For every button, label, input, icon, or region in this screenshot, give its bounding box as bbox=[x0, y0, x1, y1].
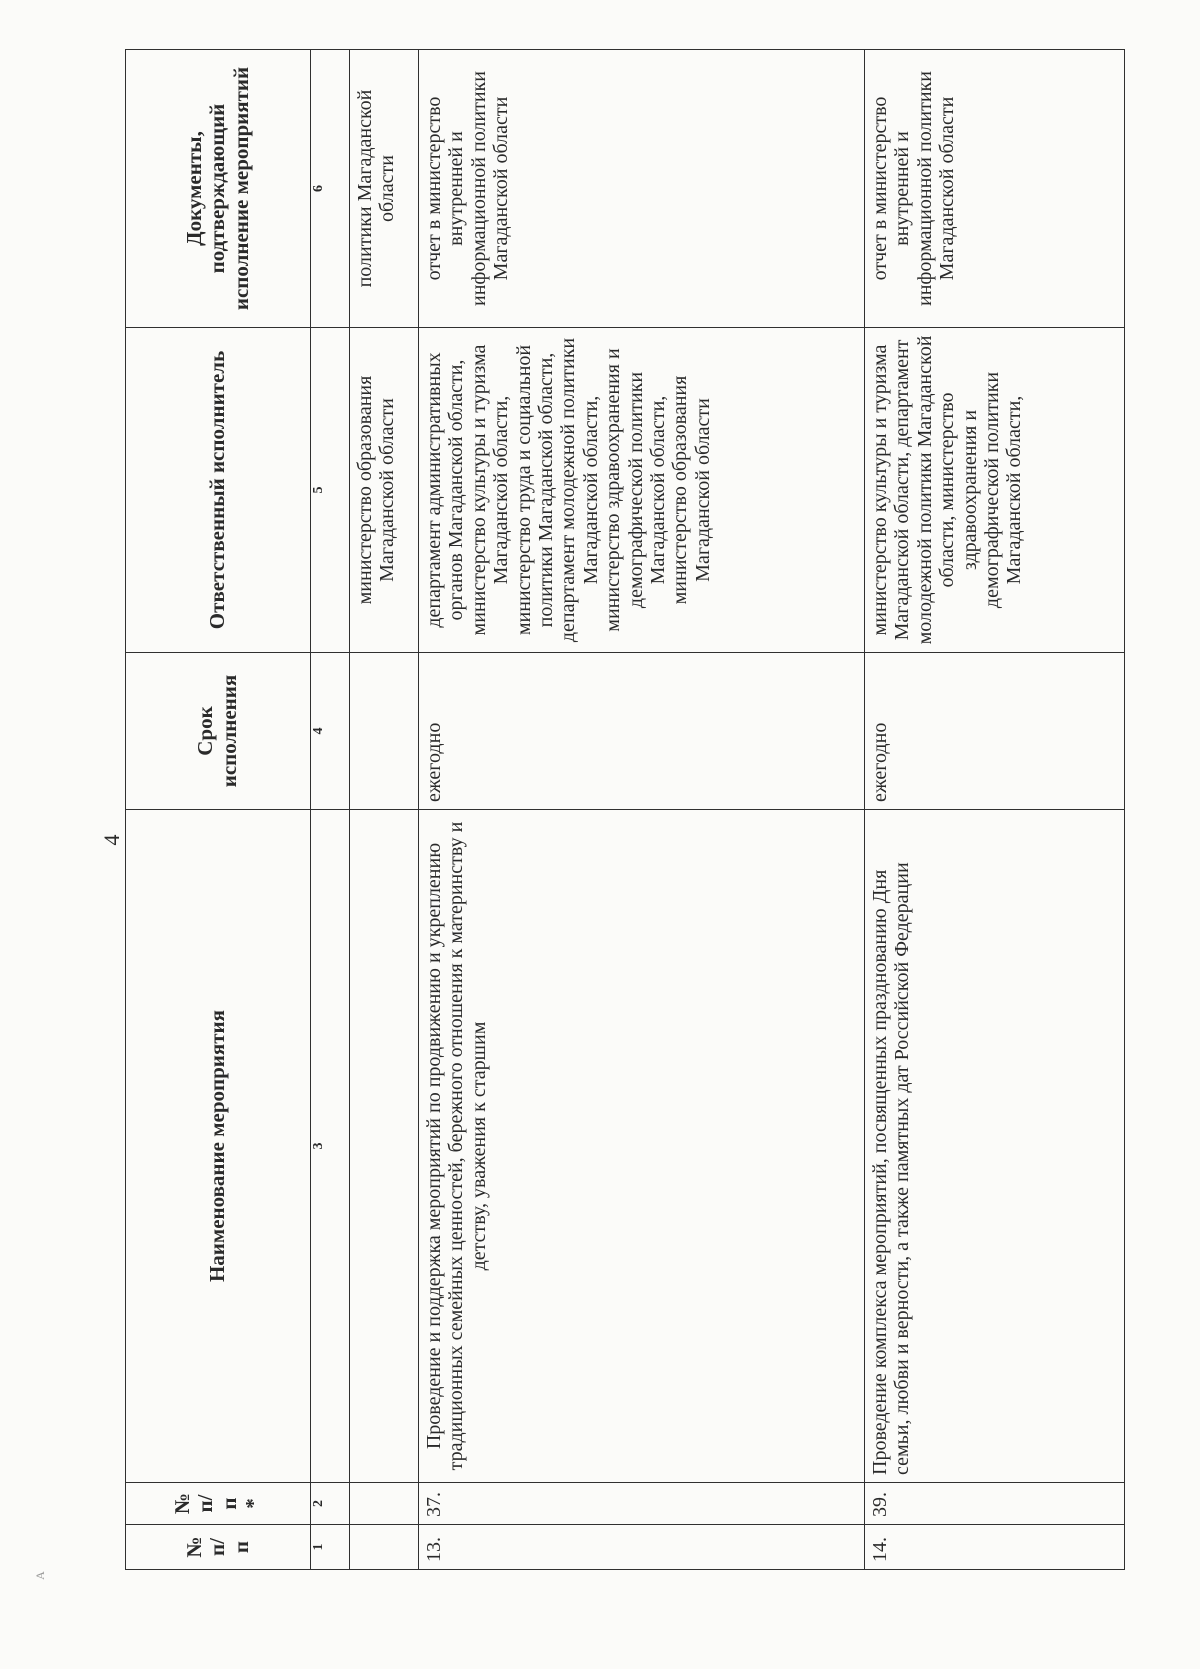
header-num: № п/п bbox=[126, 1525, 311, 1570]
cell-num: 13. bbox=[419, 1525, 865, 1570]
cell-empty bbox=[350, 810, 419, 1483]
header-executor: Ответственный исполнитель bbox=[126, 328, 311, 653]
cell-executor: министерство образования Магаданской области bbox=[350, 328, 419, 653]
column-number: 6 bbox=[311, 50, 350, 328]
column-number: 5 bbox=[311, 328, 350, 653]
header-row bbox=[126, 50, 311, 1570]
cell-executor: министерство культуры и туризма Магаданской области, департамент молодежной политики Магаданской области, министерство здравоохранения и демографической политики Магаданской области, bbox=[865, 328, 1125, 653]
header-num2: № п/п * bbox=[126, 1483, 311, 1525]
cell-empty bbox=[350, 653, 419, 810]
cell-term: ежегодно bbox=[865, 653, 1125, 810]
table-row bbox=[419, 50, 865, 1570]
cell-name: Проведение комплекса мероприятий, посвященных празднованию Дня семьи, любви и верности, а также памятных дат Российской Федерации bbox=[865, 810, 1125, 1483]
page-number: 4 bbox=[99, 834, 124, 846]
header-term: Срок исполнения bbox=[126, 653, 311, 810]
column-number: 2 bbox=[311, 1483, 350, 1525]
cell-name: Проведение и поддержка мероприятий по продвижению и укреплению традиционных семейных ценностей, бережного отношения к материнству и детству, уважения к старшим bbox=[419, 810, 865, 1483]
corner-mark: A bbox=[32, 1571, 47, 1580]
table-row bbox=[865, 50, 1125, 1570]
cell-num2: 39. bbox=[865, 1483, 1125, 1525]
cell-term: ежегодно bbox=[419, 653, 865, 810]
cell-docs: отчет в министерство внутренней и информационной политики Магаданской области bbox=[419, 50, 865, 328]
header-name: Наименование мероприятия bbox=[126, 810, 311, 1483]
cell-docs: политики Магаданской области bbox=[350, 50, 419, 328]
cell-empty bbox=[350, 1483, 419, 1525]
header-docs: Документы, подтверждающий исполнение мероприятий bbox=[126, 50, 311, 328]
cell-num2: 37. bbox=[419, 1483, 865, 1525]
cell-docs: отчет в министерство внутренней и информационной политики Магаданской области bbox=[865, 50, 1125, 328]
column-number: 4 bbox=[311, 653, 350, 810]
cell-empty bbox=[350, 1525, 419, 1570]
measures-table-container bbox=[125, 50, 1125, 1570]
cell-executor: департамент административных органов Магаданской области, министерство культуры и туризма Магаданской области, министерство труда и социальной политики Магаданской области, департамент молодежной политики Магаданской области, министерство здравоохранения и демографической политики Магаданской области, министерство образования Магаданской области bbox=[419, 328, 865, 653]
continuation-row bbox=[350, 50, 419, 1570]
column-number: 3 bbox=[311, 810, 350, 1483]
measures-table bbox=[125, 49, 1125, 1570]
column-number-row bbox=[311, 50, 350, 1570]
column-number: 1 bbox=[311, 1525, 350, 1570]
cell-num: 14. bbox=[865, 1525, 1125, 1570]
